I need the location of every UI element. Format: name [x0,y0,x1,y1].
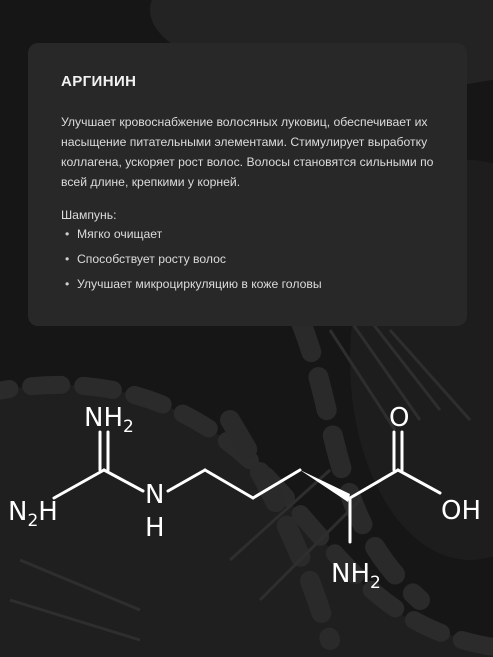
wedge-bond [300,470,350,502]
nh-h-label: H [145,513,165,543]
bond [54,470,104,498]
carbonyl-o-label: O [389,403,410,433]
arginine-structure [0,380,493,620]
shampoo-label: Шампунь: [61,208,117,222]
benefit-item: • Улучшает микроциркуляцию в коже головы [61,276,439,292]
benefit-item: • Мягко очищает [61,226,439,242]
bond [104,470,143,491]
benefits-list [61,226,439,292]
nh2-top-label: $NH_2$ [84,403,134,437]
oh-label: OH [441,496,482,526]
nh-n-label: N [145,480,165,510]
h2n-left-label: $N_2H$ [8,497,58,531]
bond [205,470,253,498]
info-card [28,43,467,326]
bond [398,470,440,493]
bond [253,470,300,498]
bond [168,470,205,491]
benefit-item: • Способствует росту волос [61,251,439,267]
ingredient-description: Улучшает кровоснабжение волосяных луковиц, обеспечивает их насыщение питательными элементами. Стимулирует выработку коллагена, ускоряет рост волос. Волосы становятся сильными по всей длине, крепкими у корней. [61,115,434,189]
nh2-bottom-label: $NH_2$ [331,559,381,593]
ingredient-title: АРГИНИН [61,73,137,90]
bond [350,470,398,498]
